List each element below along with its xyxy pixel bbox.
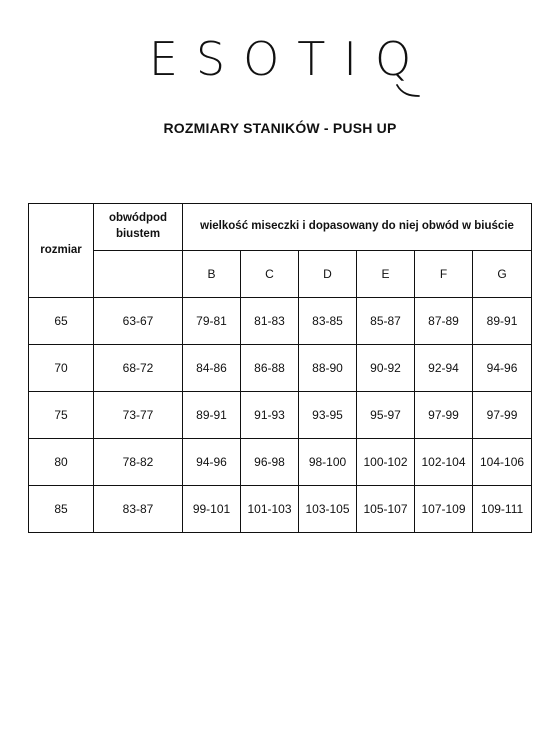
table-row: [29, 486, 532, 533]
bust-cell: 85-87: [357, 298, 415, 345]
bust-cell: 90-92: [357, 345, 415, 392]
bust-cell: 96-98: [241, 439, 299, 486]
bust-cell: 79-81: [183, 298, 241, 345]
underbust-cell: 68-72: [94, 345, 183, 392]
table-row: [29, 298, 532, 345]
table-row: [29, 439, 532, 486]
cup-header: G: [473, 251, 532, 298]
size-table: [28, 203, 532, 533]
bust-cell: 97-99: [415, 392, 473, 439]
bust-cell: 101-103: [241, 486, 299, 533]
bust-cell: 95-97: [357, 392, 415, 439]
size-cell: 75: [29, 392, 94, 439]
bust-cell: 100-102: [357, 439, 415, 486]
page-title: ROZMIARY STANIKÓW - PUSH UP: [163, 120, 397, 136]
underbust-empty-cell: [94, 251, 183, 298]
underbust-cell: 73-77: [94, 392, 183, 439]
cup-header: D: [299, 251, 357, 298]
bust-cell: 87-89: [415, 298, 473, 345]
bust-cell: 88-90: [299, 345, 357, 392]
cup-header: B: [183, 251, 241, 298]
cup-group-header: wielkość miseczki i dopasowany do niej obwód w biuście: [183, 204, 532, 251]
underbust-cell: 83-87: [94, 486, 183, 533]
bust-cell: 102-104: [415, 439, 473, 486]
bust-cell: 92-94: [415, 345, 473, 392]
bust-cell: 104-106: [473, 439, 532, 486]
size-cell: 80: [29, 439, 94, 486]
brand-logo: ESOTIQ: [148, 32, 430, 86]
underbust-header: [94, 204, 183, 251]
bust-cell: 81-83: [241, 298, 299, 345]
bust-cell: 89-91: [473, 298, 532, 345]
bust-cell: 89-91: [183, 392, 241, 439]
table-row: [29, 345, 532, 392]
bust-cell: 91-93: [241, 392, 299, 439]
bust-cell: 105-107: [357, 486, 415, 533]
size-cell: 85: [29, 486, 94, 533]
table-header-row: [29, 204, 532, 251]
bust-cell: 98-100: [299, 439, 357, 486]
table-row: [29, 392, 532, 439]
cup-header: C: [241, 251, 299, 298]
bust-cell: 94-96: [183, 439, 241, 486]
size-cell: 65: [29, 298, 94, 345]
bust-cell: 84-86: [183, 345, 241, 392]
bust-cell: 83-85: [299, 298, 357, 345]
underbust-cell: 78-82: [94, 439, 183, 486]
underbust-header-label: obwódpod biustem: [108, 212, 168, 240]
size-header: rozmiar: [29, 204, 94, 298]
bust-cell: 103-105: [299, 486, 357, 533]
bust-cell: 99-101: [183, 486, 241, 533]
bust-cell: 93-95: [299, 392, 357, 439]
cup-header-row: [29, 251, 532, 298]
cup-header: F: [415, 251, 473, 298]
bust-cell: 109-111: [473, 486, 532, 533]
logo-q-tail: [396, 84, 420, 98]
size-cell: 70: [29, 345, 94, 392]
bust-cell: 97-99: [473, 392, 532, 439]
underbust-cell: 63-67: [94, 298, 183, 345]
bust-cell: 86-88: [241, 345, 299, 392]
cup-header: E: [357, 251, 415, 298]
bust-cell: 107-109: [415, 486, 473, 533]
bust-cell: 94-96: [473, 345, 532, 392]
